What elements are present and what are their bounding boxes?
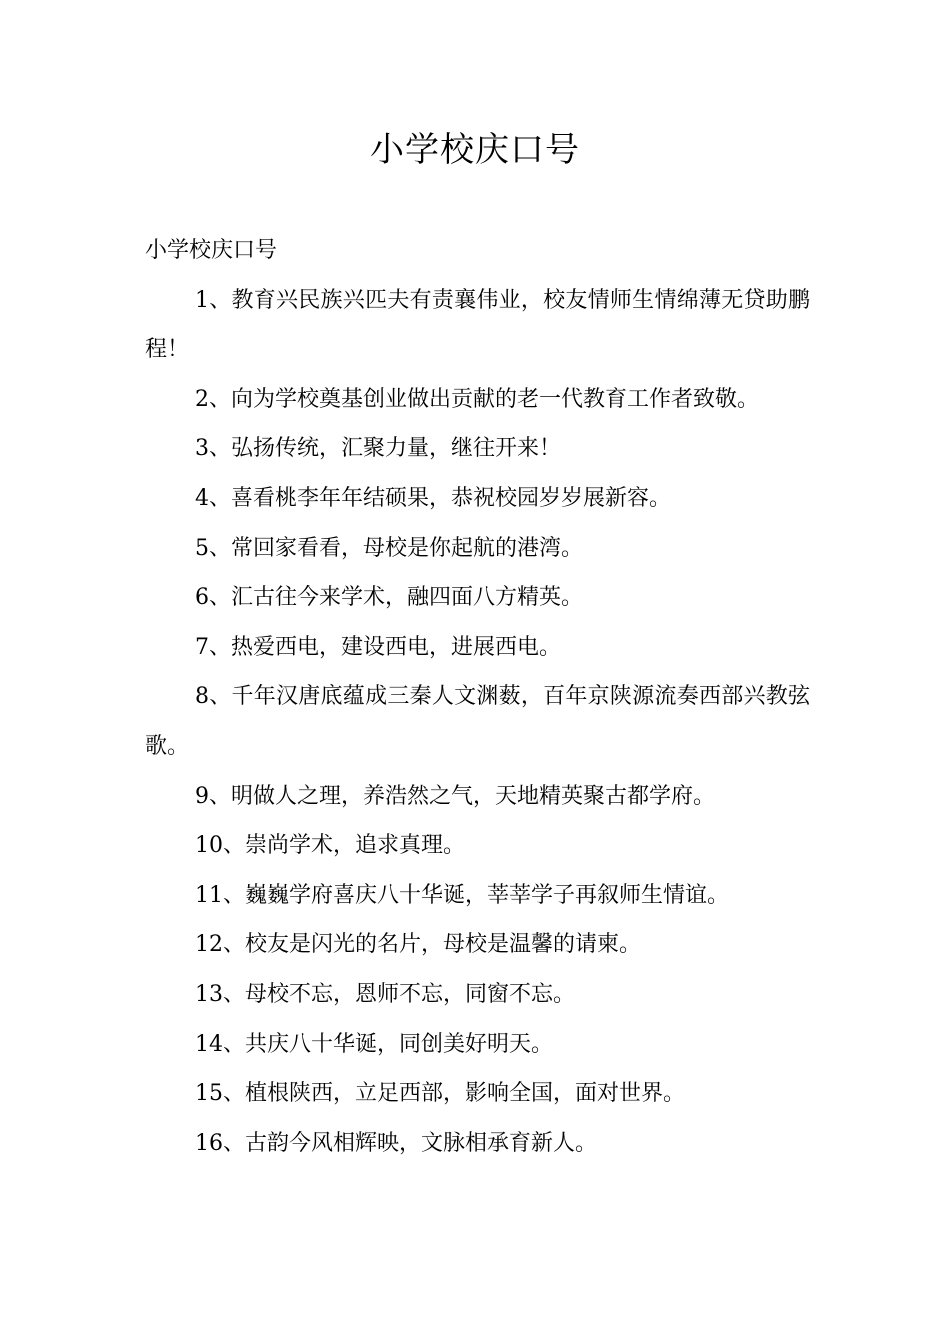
slogan-item: 11、巍巍学府喜庆八十华诞，莘莘学子再叙师生情谊。 (195, 882, 729, 908)
slogan-item: 4、喜看桃李年年结硕果，恭祝校园岁岁展新容。 (195, 485, 671, 511)
slogan-item: 1、教育兴民族兴匹夫有责襄伟业，校友情师生情绵薄无贷助鹏程！ (145, 287, 810, 363)
slogan-item: 10、崇尚学术，追求真理。 (195, 833, 465, 859)
slogan-item: 16、古韵今风相辉映，文脉相承育新人。 (195, 1130, 597, 1156)
slogan-item: 15、植根陕西，立足西部，影响全国，面对世界。 (195, 1081, 685, 1107)
page-title: 小学校庆口号 (370, 130, 580, 170)
slogan-item: 2、向为学校奠基创业做出贡献的老一代教育工作者致敬。 (195, 386, 759, 412)
slogan-item: 8、千年汉唐底蕴成三秦人文渊薮，百年京陕源流奏西部兴教弦歌。 (145, 684, 810, 759)
document-body (145, 226, 810, 1168)
slogan-item: 13、母校不忘，恩师不忘，同窗不忘。 (195, 981, 575, 1007)
slogan-item: 6、汇古往今来学术，融四面八方精英。 (195, 585, 583, 611)
slogan-item: 9、明做人之理，养浩然之气，天地精英聚古都学府。 (195, 783, 715, 809)
slogan-item: 7、热爱西电，建设西电，进展西电。 (195, 634, 561, 660)
slogan-item: 5、常回家看看，母校是你起航的港湾。 (195, 535, 583, 561)
slogan-item: 12、校友是闪光的名片，母校是温馨的请柬。 (195, 932, 641, 958)
section-heading: 小学校庆口号 (145, 238, 278, 263)
slogan-item: 3、弘扬传统，汇聚力量，继往开来！ (195, 436, 561, 462)
slogan-item: 14、共庆八十华诞，同创美好明天。 (195, 1031, 553, 1057)
